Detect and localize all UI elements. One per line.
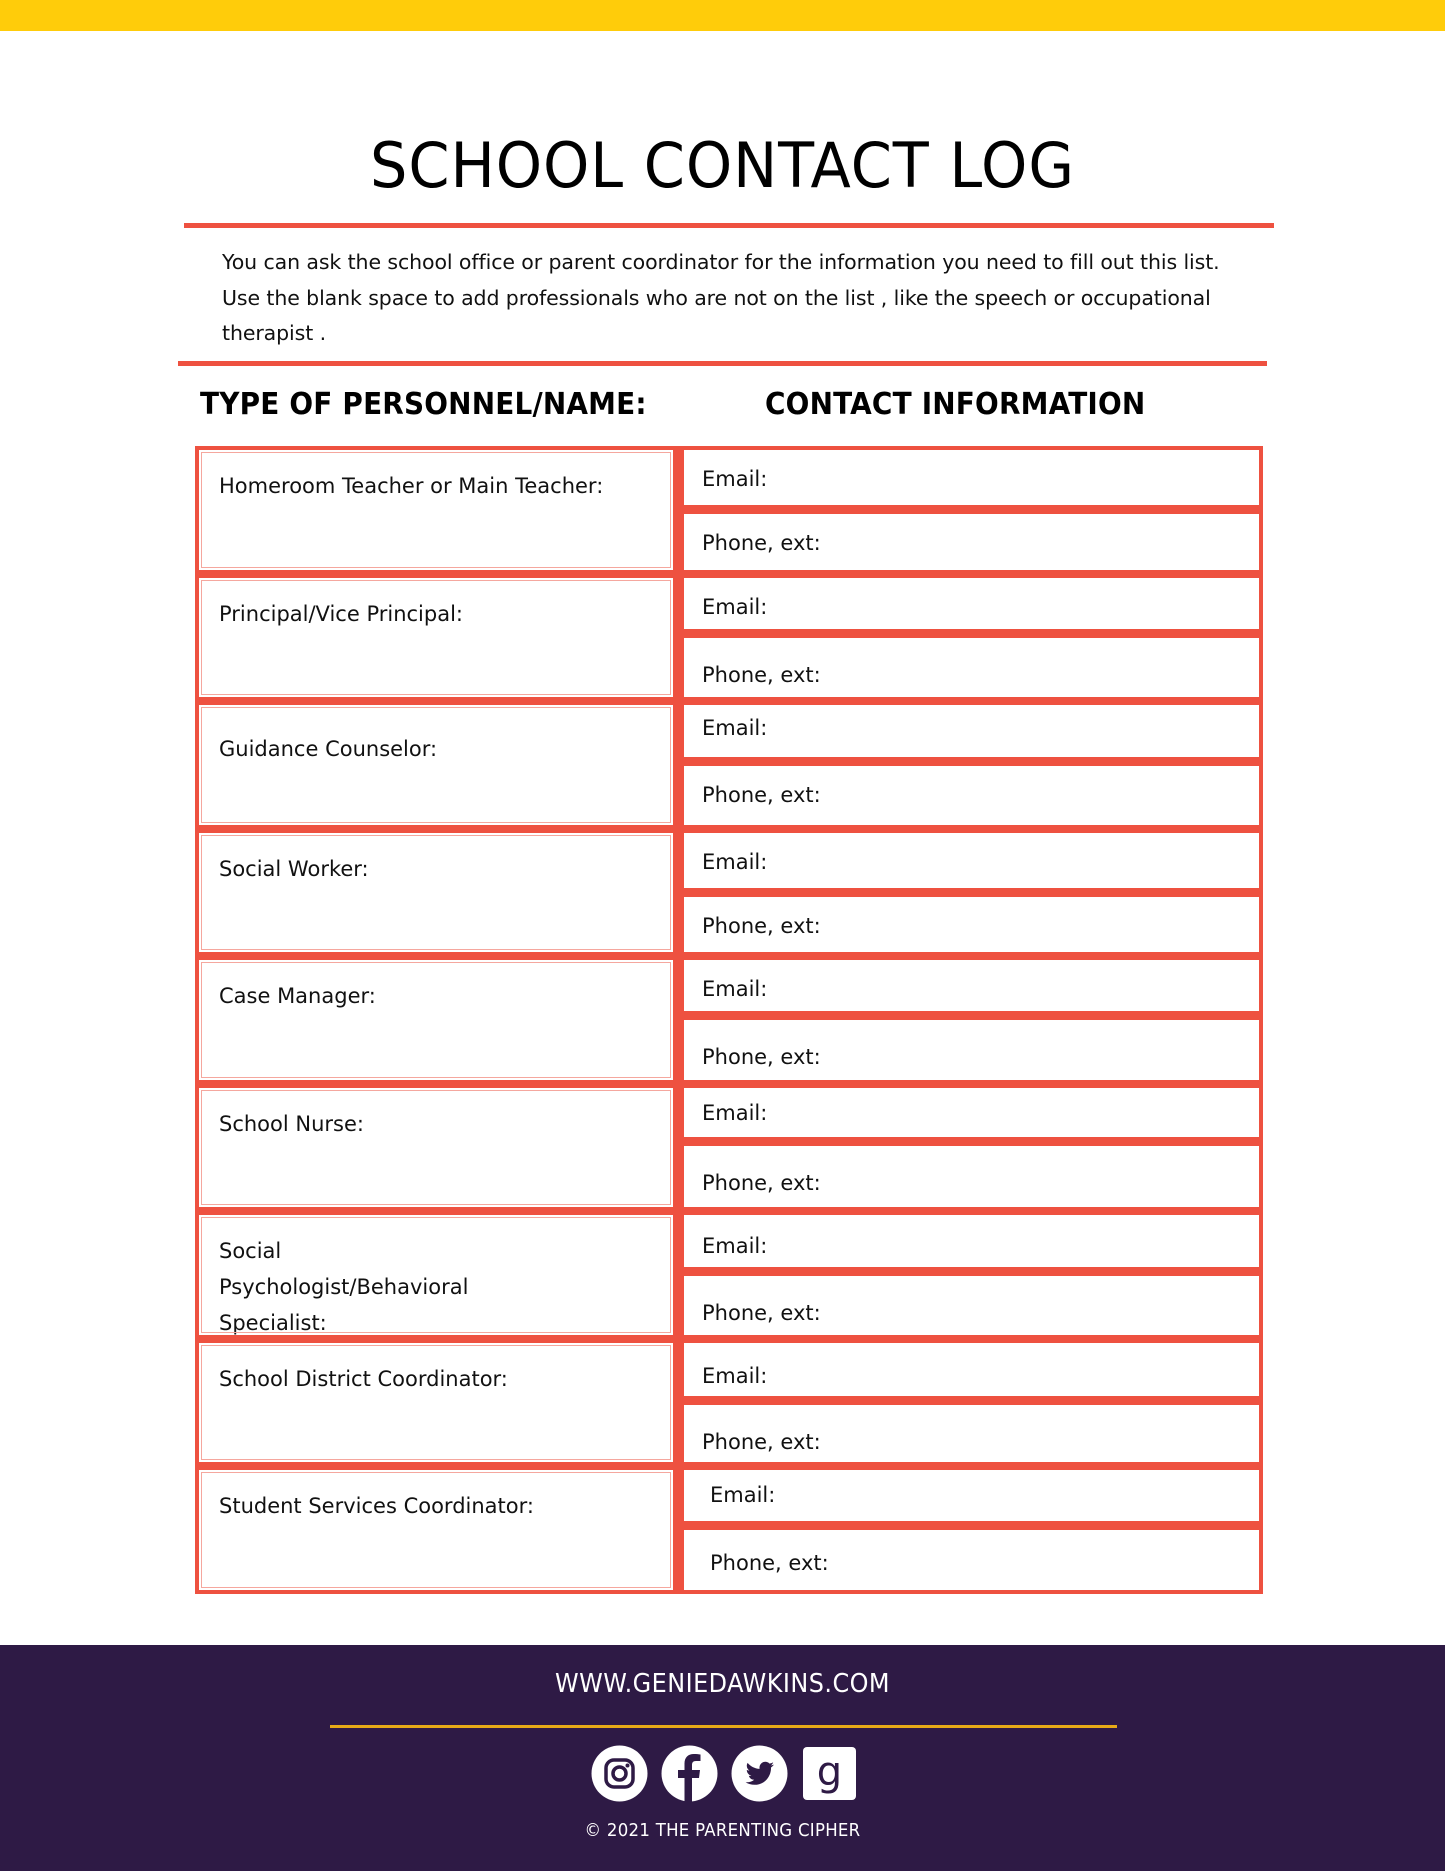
role-cell[interactable]: Guidance Counselor: — [195, 701, 677, 829]
table-row — [195, 574, 1263, 702]
page-title: SCHOOL CONTACT LOG — [370, 129, 1075, 202]
phone-field[interactable]: Phone, ext: — [681, 1525, 1263, 1593]
role-cell[interactable]: Principal/Vice Principal: — [195, 574, 677, 702]
role-cell[interactable]: Social Psychologist/Behavioral Specialist: — [195, 1211, 677, 1339]
email-field[interactable]: Email: — [681, 1211, 1263, 1271]
phone-field[interactable]: Phone, ext: — [681, 1400, 1263, 1466]
website-link[interactable]: WWW.GENIEDAWKINS.COM — [554, 1669, 891, 1699]
svg-text:g: g — [816, 1749, 842, 1795]
table-row — [195, 1339, 1263, 1467]
contact-cell — [677, 956, 1263, 1084]
column-header-contact: CONTACT INFORMATION — [765, 387, 1146, 422]
phone-field[interactable]: Phone, ext: — [681, 892, 1263, 956]
contact-cell — [677, 701, 1263, 829]
footer-divider — [330, 1725, 1117, 1728]
intro-text: You can ask the school office or parent coordinator for the information you need to fill out this list. Use the blank space to add professionals who are not on the list , like the speech or occupational therapist . — [222, 250, 1220, 345]
intro-divider — [178, 361, 1267, 366]
contact-cell — [677, 829, 1263, 957]
contact-cell — [677, 1466, 1263, 1594]
title-divider — [184, 223, 1274, 228]
role-cell[interactable]: Social Worker: — [195, 829, 677, 957]
table-row — [195, 829, 1263, 957]
column-header-personnel: TYPE OF PERSONNEL/NAME: — [200, 387, 647, 422]
role-cell[interactable]: School Nurse: — [195, 1084, 677, 1212]
social-links — [0, 1745, 1445, 1802]
copyright-text: © 2021 THE PARENTING CIPHER — [584, 1820, 861, 1841]
role-cell[interactable]: Case Manager: — [195, 956, 677, 1084]
email-field[interactable]: Email: — [681, 574, 1263, 633]
table-row — [195, 446, 1263, 574]
email-field[interactable]: Email: — [681, 1084, 1263, 1141]
table-row — [195, 701, 1263, 829]
phone-field[interactable]: Phone, ext: — [681, 509, 1263, 573]
phone-field[interactable]: Phone, ext: — [681, 761, 1263, 828]
contact-cell — [677, 1339, 1263, 1467]
table-row — [195, 1084, 1263, 1212]
contact-cell — [677, 1084, 1263, 1212]
facebook-icon[interactable] — [661, 1745, 718, 1802]
table-row — [195, 956, 1263, 1084]
role-cell[interactable]: Student Services Coordinator: — [195, 1466, 677, 1594]
contact-log-table — [195, 446, 1263, 1594]
twitter-icon[interactable] — [731, 1745, 788, 1802]
instagram-icon[interactable] — [591, 1745, 648, 1802]
email-field[interactable]: Email: — [681, 1339, 1263, 1400]
table-row — [195, 1211, 1263, 1339]
email-field[interactable]: Email: — [681, 446, 1263, 509]
role-cell[interactable]: Homeroom Teacher or Main Teacher: — [195, 446, 677, 574]
phone-field[interactable]: Phone, ext: — [681, 1271, 1263, 1338]
email-field[interactable]: Email: — [681, 1466, 1263, 1525]
goodreads-icon[interactable] — [801, 1745, 858, 1802]
contact-cell — [677, 574, 1263, 702]
email-field[interactable]: Email: — [681, 701, 1263, 761]
phone-field[interactable]: Phone, ext: — [681, 1015, 1263, 1083]
phone-field[interactable]: Phone, ext: — [681, 1141, 1263, 1211]
top-accent-bar — [0, 0, 1445, 31]
contact-cell — [677, 1211, 1263, 1339]
contact-cell — [677, 446, 1263, 574]
email-field[interactable]: Email: — [681, 956, 1263, 1015]
role-cell[interactable]: School District Coordinator: — [195, 1339, 677, 1467]
footer — [0, 1645, 1445, 1871]
email-field[interactable]: Email: — [681, 829, 1263, 892]
table-row — [195, 1466, 1263, 1594]
phone-field[interactable]: Phone, ext: — [681, 633, 1263, 701]
